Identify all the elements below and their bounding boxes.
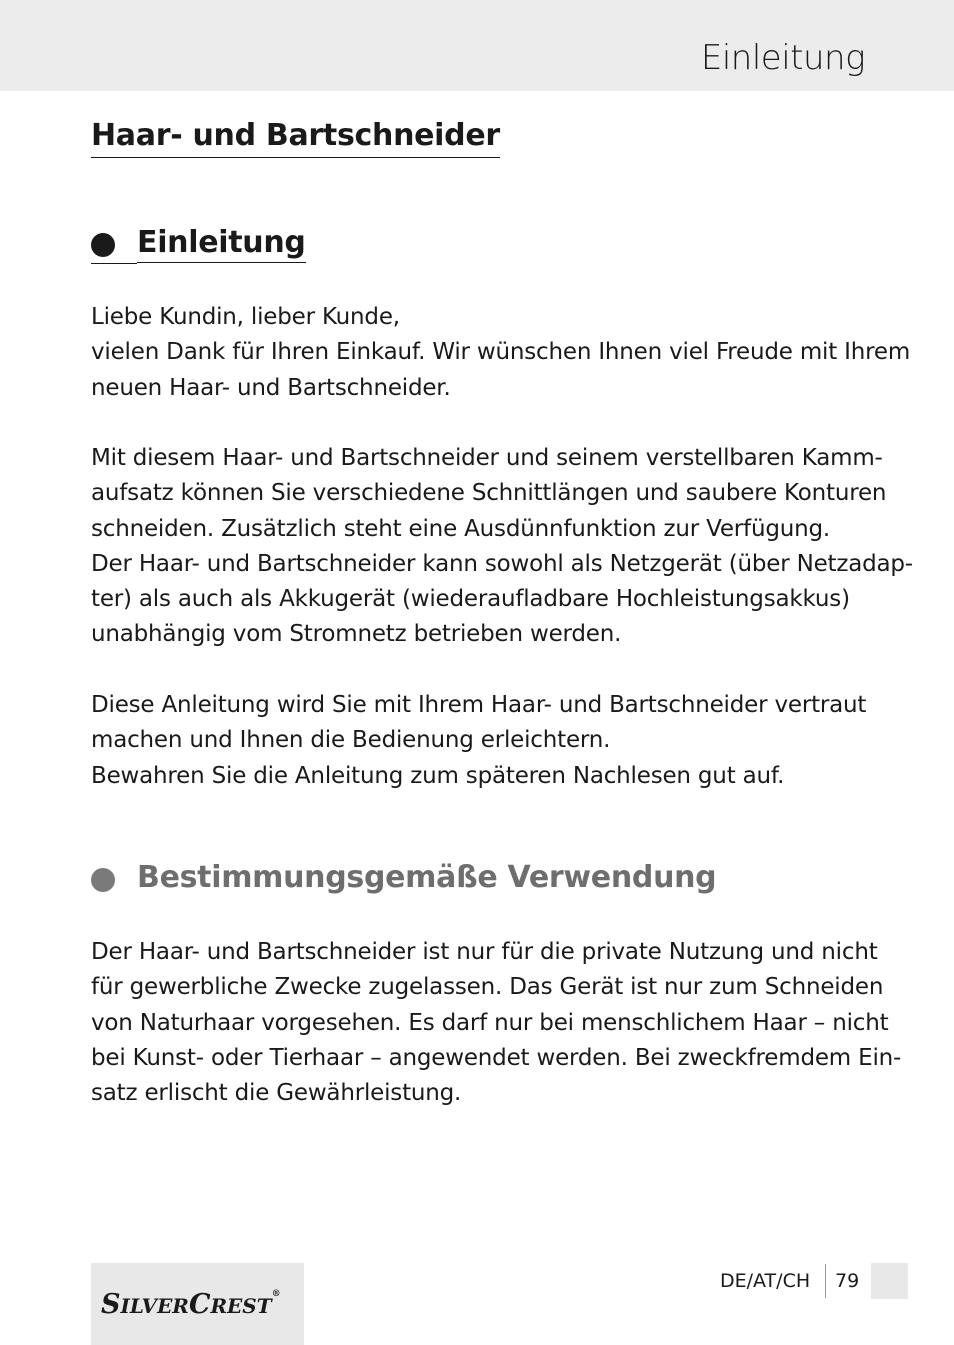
paragraph-line: schneiden. Zusätzlich steht eine Ausdünnfunktion zur Verfügung. — [91, 515, 830, 542]
paragraph-line: machen und Ihnen die Bedienung erleichtern. — [91, 727, 611, 754]
bullet-icon — [91, 233, 115, 257]
footer-divider — [825, 1264, 826, 1298]
silvercrest-logo: SILVERCREST® — [101, 1289, 281, 1320]
paragraph-line: für gewerbliche Zwecke zugelassen. Das Gerät ist nur zum Schneiden — [91, 974, 884, 1001]
paragraph-intended-use — [91, 935, 902, 1111]
paragraph-line: satz erlischt die Gewährleistung. — [91, 1080, 462, 1107]
page-number: 79 — [835, 1270, 860, 1292]
paragraph-line: unabhängig vom Stromnetz betrieben werden. — [91, 621, 622, 648]
paragraph-line: ter) als auch als Akkugerät (wiederaufladbare Hochleistungsakkus) — [91, 586, 850, 613]
footer-locale: DE/AT/CH — [720, 1270, 811, 1292]
section-heading-label: Bestimmungsgemäße Verwendung — [137, 860, 717, 895]
header-band — [0, 0, 954, 91]
paragraph-line: aufsatz können Sie verschiedene Schnittlängen und saubere Konturen — [91, 480, 887, 507]
paragraph-line: vielen Dank für Ihren Einkauf. Wir wünschen Ihnen viel Freude mit Ihrem — [91, 339, 911, 366]
paragraph-line: Bewahren Sie die Anleitung zum späteren Nachlesen gut auf. — [91, 762, 785, 789]
heading-underline — [91, 263, 137, 264]
bullet-icon — [91, 868, 115, 892]
paragraph-line: Der Haar- und Bartschneider kann sowohl als Netzgerät (über Netzadap- — [91, 550, 913, 577]
paragraph-line: Mit diesem Haar- und Bartschneider und seinem verstellbaren Kamm- — [91, 445, 883, 471]
paragraph-line: von Naturhaar vorgesehen. Es darf nur bei menschlichem Haar – nicht — [91, 1009, 889, 1036]
brand-logo-box — [91, 1263, 304, 1345]
paragraph-product-description — [91, 441, 913, 653]
paragraph-line: neuen Haar- und Bartschneider. — [91, 374, 451, 401]
paragraph-line: Der Haar- und Bartschneider ist nur für die private Nutzung und nicht — [91, 939, 878, 965]
header-title: Einleitung — [700, 38, 865, 78]
paragraph-line: bei Kunst- oder Tierhaar – angewendet werden. Bei zweckfremdem Ein- — [91, 1044, 902, 1071]
paragraph-greeting — [91, 300, 911, 406]
paragraph-manual-note — [91, 688, 871, 794]
page-tab-marker — [871, 1263, 908, 1299]
paragraph-line: Liebe Kundin, lieber Kunde, — [91, 304, 400, 330]
section-heading-label: Einleitung — [137, 225, 306, 263]
paragraph-line: Diese Anleitung wird Sie mit Ihrem Haar- und Bartschneider vertraut — [91, 692, 867, 718]
document-title: Haar- und Bartschneider — [91, 118, 500, 158]
